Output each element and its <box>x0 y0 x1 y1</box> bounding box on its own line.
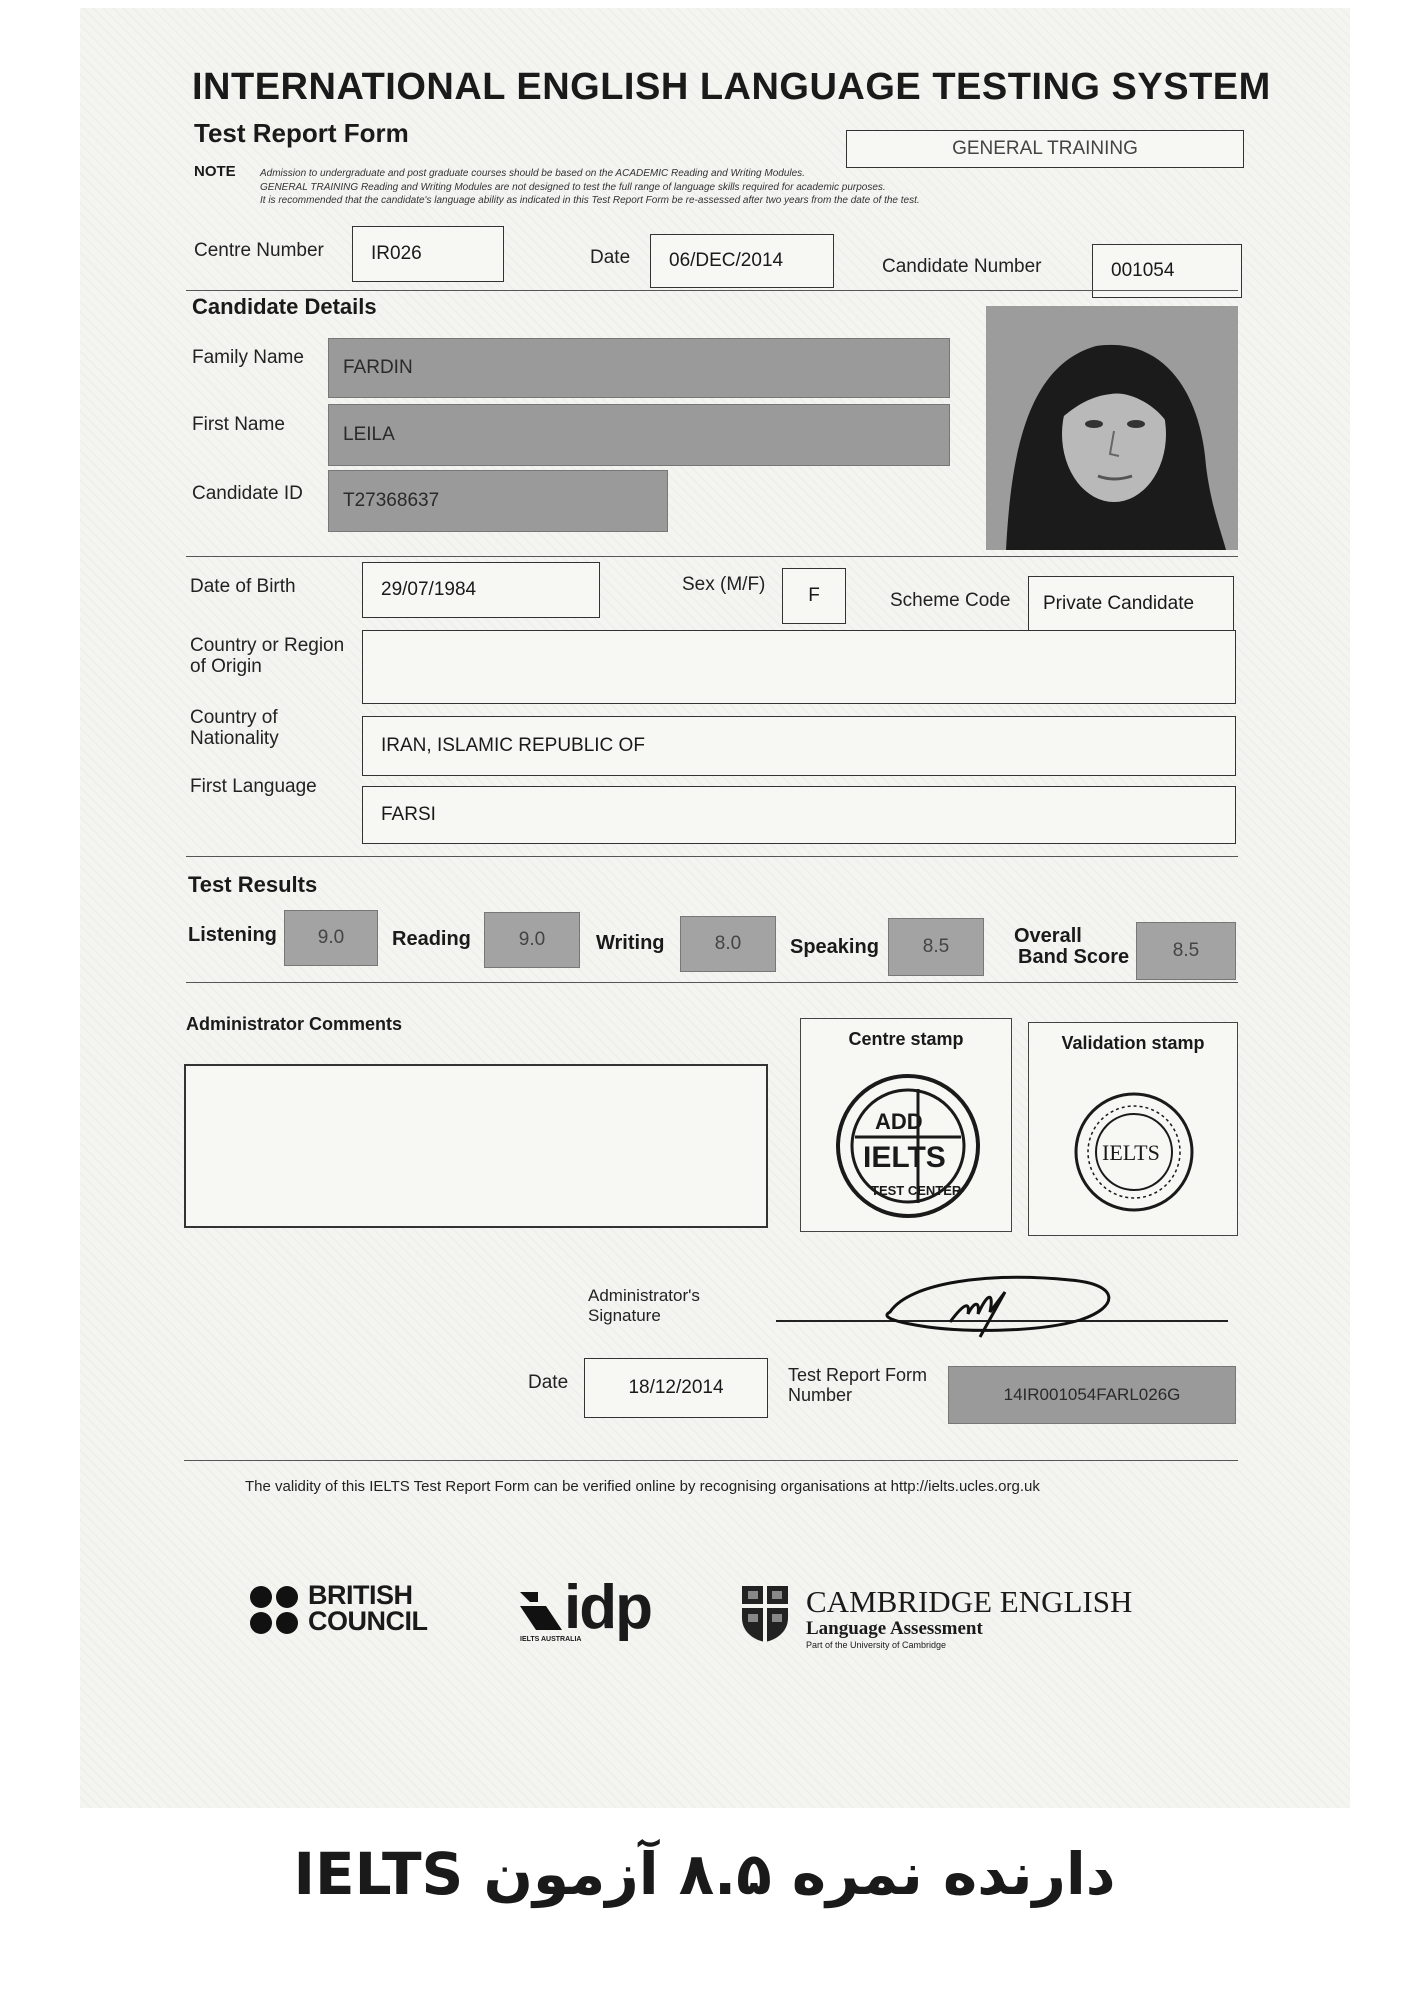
british-council-text-2: COUNCIL <box>308 1606 428 1637</box>
centre-stamp-text-3: TEST CENTER <box>871 1183 962 1198</box>
form-title: INTERNATIONAL ENGLISH LANGUAGE TESTING SYSTEM <box>192 66 1271 108</box>
origin-label-line-1: Country or Region <box>190 635 345 656</box>
scheme-code-field: Private Candidate <box>1028 576 1234 632</box>
divider <box>186 290 1238 291</box>
writing-label: Writing <box>596 932 665 954</box>
candidate-details-heading: Candidate Details <box>192 294 377 319</box>
family-name-label: Family Name <box>192 347 304 368</box>
origin-field <box>362 630 1236 704</box>
signature-mark <box>870 1262 1150 1362</box>
centre-stamp-label: Centre stamp <box>848 1029 964 1049</box>
centre-date-field: 06/DEC/2014 <box>650 234 834 288</box>
idp-subtext: IELTS AUSTRALIA <box>520 1636 582 1643</box>
module-box: GENERAL TRAINING <box>846 130 1244 168</box>
test-results-heading: Test Results <box>188 872 318 897</box>
dob-field: 29/07/1984 <box>362 562 600 618</box>
origin-label <box>190 636 344 678</box>
candidate-number-field: 001054 <box>1092 244 1242 298</box>
divider <box>186 856 1238 857</box>
persian-caption: دارنده نمره ۸.۵ آزمون IELTS <box>293 1840 1116 1908</box>
signature-label <box>588 1286 700 1325</box>
overall-label-line-1: Overall <box>1014 925 1082 947</box>
note-line-1: Admission to undergraduate and post graduate courses should be based on the ACADEMIC Reading and Writing Modules. <box>260 168 805 179</box>
overall-label <box>1014 926 1129 968</box>
cambridge-shield-icon <box>740 1584 790 1644</box>
family-name-field: FARDIN <box>328 338 950 398</box>
writing-score: 8.0 <box>680 916 776 972</box>
note-line-3: It is recommended that the candidate's language ability as indicated in this Test Report Form be re-assessed after two years from the date of the test. <box>260 195 920 206</box>
validation-stamp-box <box>1028 1022 1238 1236</box>
trf-label-line-2: Number <box>788 1384 853 1405</box>
admin-date-label: Date <box>528 1372 569 1393</box>
admin-comments-box <box>184 1064 768 1228</box>
first-name-label: First Name <box>192 414 285 435</box>
form-subtitle: Test Report Form <box>194 118 409 148</box>
overall-score: 8.5 <box>1136 922 1236 980</box>
origin-label-line-2: of Origin <box>190 655 262 677</box>
dob-label: Date of Birth <box>190 576 296 597</box>
centre-stamp-text-1: ADD <box>875 1109 923 1134</box>
nationality-label-line-1: Country of <box>190 707 278 728</box>
speaking-score: 8.5 <box>888 918 984 976</box>
centre-stamp-seal <box>833 1071 983 1221</box>
centre-number-field: IR026 <box>352 226 504 282</box>
idp-mark-icon <box>516 1586 566 1636</box>
admin-comments-label: Administrator Comments <box>186 1014 403 1034</box>
candidate-number-label: Candidate Number <box>882 256 1042 277</box>
cambridge-text-3: Part of the University of Cambridge <box>806 1640 947 1650</box>
cambridge-text-2: Language Assessment <box>806 1618 983 1639</box>
centre-number-label: Centre Number <box>194 240 324 261</box>
divider <box>184 1460 1238 1461</box>
sex-label: Sex (M/F) <box>682 574 766 595</box>
centre-date-label: Date <box>590 247 631 268</box>
signature-label-line-1: Administrator's <box>588 1286 700 1305</box>
centre-stamp-box <box>800 1018 1012 1232</box>
listening-label: Listening <box>188 924 277 946</box>
idp-logo <box>516 1573 666 1648</box>
admin-date-field: 18/12/2014 <box>584 1358 768 1418</box>
first-language-label: First Language <box>190 776 317 797</box>
british-council-logo <box>248 1582 438 1642</box>
cambridge-text-1: CAMBRIDGE ENGLISH <box>806 1584 1133 1619</box>
cambridge-logo <box>740 1584 1160 1654</box>
validation-stamp-text: IELTS <box>1102 1140 1160 1165</box>
divider <box>186 982 1238 983</box>
idp-text: idp <box>564 1573 651 1642</box>
validity-text: The validity of this IELTS Test Report Form can be verified online by recognising organisations at http://ielts.ucles.org.uk <box>245 1478 1040 1495</box>
nationality-label <box>190 708 279 750</box>
candidate-id-field: T27368637 <box>328 470 668 532</box>
trf-label-line-1: Test Report Form <box>788 1365 928 1385</box>
divider <box>186 556 1238 557</box>
trf-label <box>788 1366 927 1406</box>
first-language-field: FARSI <box>362 786 1236 844</box>
british-council-dots-icon <box>248 1584 302 1638</box>
note-label: NOTE <box>194 163 236 180</box>
trf-number-field: 14IR001054FARL026G <box>948 1366 1236 1424</box>
note-text <box>260 167 1190 208</box>
reading-score: 9.0 <box>484 912 580 968</box>
validation-stamp-seal <box>1071 1089 1197 1215</box>
speaking-label: Speaking <box>790 936 879 958</box>
listening-score: 9.0 <box>284 910 378 966</box>
sex-field: F <box>782 568 846 624</box>
scheme-code-label: Scheme Code <box>890 590 1011 611</box>
candidate-id-label: Candidate ID <box>192 483 303 504</box>
signature-label-line-2: Signature <box>588 1305 661 1325</box>
reading-label: Reading <box>392 928 471 950</box>
centre-stamp-text-2: IELTS <box>863 1141 946 1174</box>
nationality-field: IRAN, ISLAMIC REPUBLIC OF <box>362 716 1236 776</box>
overall-label-line-2: Band Score <box>1018 946 1130 968</box>
british-council-text-1: BRITISH <box>308 1580 413 1610</box>
validation-stamp-label: Validation stamp <box>1061 1033 1205 1053</box>
nationality-label-line-2: Nationality <box>190 727 279 749</box>
first-name-field: LEILA <box>328 404 950 466</box>
candidate-photo <box>986 306 1238 550</box>
note-line-2: GENERAL TRAINING Reading and Writing Modules are not designed to test the full range of language skills required for academic purposes. <box>260 181 886 193</box>
